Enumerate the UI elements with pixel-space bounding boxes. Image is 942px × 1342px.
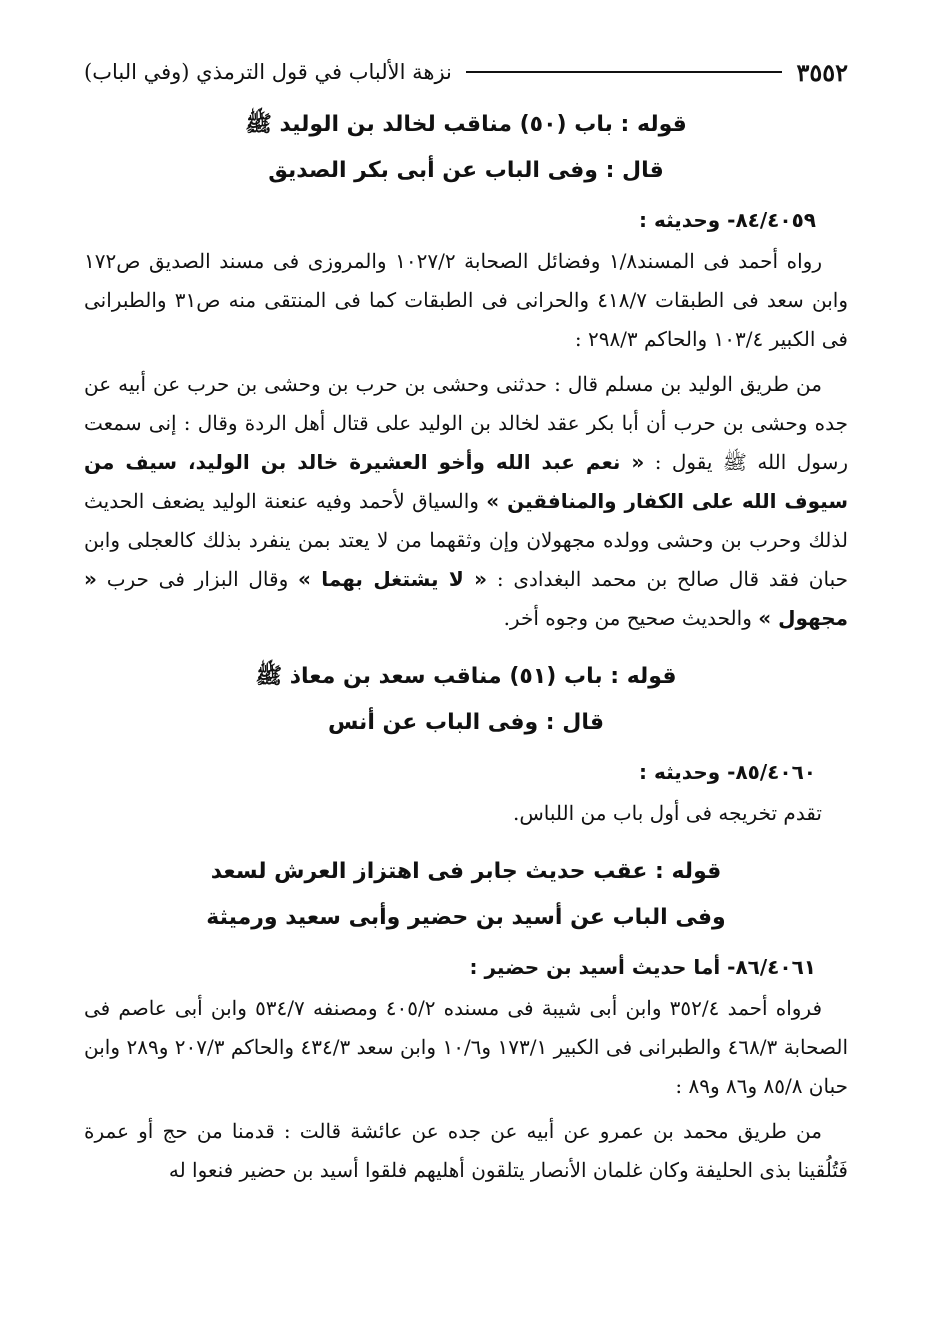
running-header xyxy=(84,50,848,94)
quote: « مجهول » xyxy=(84,567,848,630)
quote: « لا يشتغل بهما » xyxy=(298,567,488,591)
section-subheading-51: قال : وفى الباب عن أنس xyxy=(327,710,605,735)
section-subheading-jabir: وفى الباب عن أسيد بن حضير وأبى سعيد ورميثة xyxy=(206,905,726,930)
isnad-paragraph-4061: من طريق محمد بن عمرو عن أبيه عن جده عن عائشة قالت : قدمنا من حج أو عمرة فَتُلُقينا بذى الحليفة وكان غلمان الأنصار يتلقون أهليهم فلقوا أسيد بن حضير فنعوا له xyxy=(84,1119,848,1182)
hadith-label-4061: ٨٦/٤٠٦١- أما حديث أسيد بن حضير : xyxy=(469,955,816,979)
text-run: من طريق الوليد بن مسلم قال : حدثنى وحشى بن حرب بن وحشى بن حرب عن أبيه عن جده وحشى بن حرب أن أبا بكر عقد لخالد بن الوليد على قتال أهل الردة وقال : إنى سمعت رسول الله ﷺ يقول : xyxy=(84,372,849,474)
section-heading-51: قوله : باب (٥١) مناقب سعد بن معاذ ﷺ xyxy=(255,664,677,689)
hadith-label-4059: ٨٤/٤٠٥٩- وحديثه : xyxy=(639,208,816,232)
paragraph-4060: تقدم تخريجه فى أول باب من اللباس. xyxy=(513,801,822,825)
section-heading-50: قوله : باب (٥٠) مناقب لخالد بن الوليد ﷺ xyxy=(245,112,687,137)
text-run: والحديث صحيح من وجوه أخر. xyxy=(503,606,759,630)
text-run: وقال البزار فى حرب xyxy=(96,567,299,591)
text-run: والسياق لأحمد وفيه عنعنة الوليد يضعف الحديث لذلك وحرب بن وحشى وولده مجهولان وإن وثقهما من لا يعتد بمن ينفرد بذلك كالعجلى وابن حبان فقد قال صالح بن محمد البغدادى : xyxy=(84,489,848,591)
running-title: نزهة الألباب في قول الترمذي (وفي الباب) xyxy=(84,60,452,84)
takhrij-paragraph-4059: رواه أحمد فى المسند١/٨ وفضائل الصحابة ١٠٢٧/٢ والمروزى فى مسند الصديق ص١٧٢ وابن سعد فى الطبقات ٤١٨/٧ والحرانى فى الطبقات كما فى المنتقى منه ص٣١ والطبرانى فى الكبير ١٠٣/٤ والحاكم ٢٩٨/٣ : xyxy=(84,249,848,351)
hadith-label-4060: ٨٥/٤٠٦٠- وحديثه : xyxy=(639,760,816,784)
page-body xyxy=(84,100,848,1190)
page-number: ٣٥٥٢ xyxy=(796,57,848,87)
header-rule xyxy=(466,71,783,73)
isnad-paragraph-4059 xyxy=(84,365,848,638)
section-subheading-50: قال : وفى الباب عن أبى بكر الصديق xyxy=(268,158,664,183)
takhrij-paragraph-4061: فرواه أحمد ٣٥٢/٤ وابن أبى شيبة فى مسنده ٤٠٥/٢ ومصنفه ٥٣٤/٧ وابن أبى عاصم فى الصحابة ٤٦٨/٣ والطبرانى فى الكبير ١٧٣/١ و١٠/٦ وابن سعد ٤٣٤/٣ والحاكم ٢٠٧/٣ و٢٨٩ وابن حبان ٨٥/٨ و٨٦ و٨٩ : xyxy=(84,996,849,1098)
hadith-quote: « نعم عبد الله وأخو العشيرة خالد بن الوليد، سيف من سيوف الله على الكفار والمنافقين » xyxy=(84,450,848,513)
section-heading-jabir: قوله : عقب حديث جابر فى اهتزاز العرش لسعد xyxy=(210,859,722,884)
